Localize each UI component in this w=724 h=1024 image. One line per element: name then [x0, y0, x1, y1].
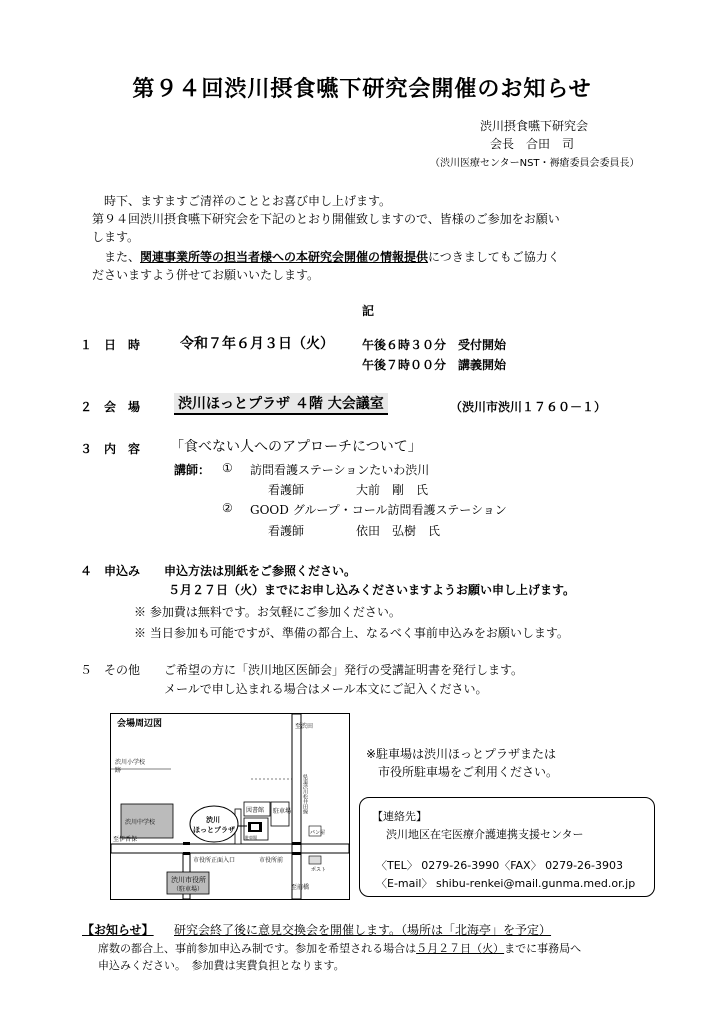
lecturer-2-name: 依田 弘樹 氏	[356, 524, 441, 538]
lecture-topic: 「食べない人へのアプローチについて」	[170, 439, 422, 455]
map-to-shibukawa-ta: 至渋田	[295, 723, 314, 730]
map-school-elem: 渋川小学校	[115, 759, 146, 766]
notice-line-2-date: ５月２７日（火）	[416, 942, 505, 955]
lecturer-2-num: ②	[222, 501, 233, 515]
greeting-line-4-post: につきましてもご協力く	[428, 250, 560, 264]
item-2-num: ２	[80, 400, 93, 414]
other-line-2: メールで申し込まれる場合はメール本文にご記入ください。	[164, 682, 488, 696]
map-plaza-parking-label: 駐車場	[245, 835, 257, 840]
item-3-label: 内 容	[104, 442, 141, 456]
map-middle-school-label: 渋川中学校	[125, 819, 156, 826]
contact-tel-fax: 〈TEL〉 0279-26-3990〈FAX〉 0279-26-3903	[376, 859, 624, 872]
item-1-label: 日 時	[104, 338, 141, 352]
map-road-label: 県道渋川松井田線	[302, 774, 308, 814]
map-post-box	[309, 856, 321, 864]
contact-email-text[interactable]: 〈E-mail〉 shibu-renkei@mail.gunma.med.or.jp	[376, 877, 636, 890]
notice-line-1: 研究会終了後に意見交換会を開催します。（場所は「北海亭」を予定）	[174, 923, 552, 937]
parking-note-2: 市役所駐車場をご利用ください。	[378, 765, 559, 779]
map-to-ikaho: 至伊香保	[113, 836, 138, 843]
venue-address: （渋川市渋川１７６０－１）	[450, 400, 607, 414]
event-date: 令和７年６月３日（火）	[180, 336, 334, 352]
contact-heading: 【連絡先】	[372, 810, 427, 823]
item-5-num: ５	[80, 663, 93, 677]
map-plaza-callout	[190, 806, 238, 842]
map-library-label: 図書館	[246, 807, 265, 814]
lecturer-label: 講師：	[174, 463, 211, 477]
notice-line-2	[98, 940, 581, 956]
ki-heading: 記	[362, 304, 375, 318]
map-city-hall-entrance: 市役所正面入口	[193, 857, 236, 864]
greeting-line-1: 時下、ますますご清祥のこととお喜び申し上げます。	[104, 194, 392, 208]
organizer-chair: 会長 合田 司	[490, 137, 575, 151]
organizer-name: 渋川摂食嚥下研究会	[480, 119, 589, 133]
map-bread-label: パン屋	[310, 830, 326, 836]
item-3-num: ３	[80, 442, 93, 456]
map-plaza-label-1: 渋川	[206, 816, 220, 824]
page-title: 第９４回渋川摂食嚥下研究会開催のお知らせ	[132, 77, 592, 102]
map-city-hall-intersection: 市役所前	[259, 857, 284, 864]
apply-note-2: ※ 当日参加も可能ですが、準備の都合上、なるべく事前申込みをお願いします。	[134, 626, 569, 640]
event-time-lecture: 午後７時００分 講義開始	[362, 358, 507, 372]
apply-note-1: ※ 参加費は無料です。お気軽にご参加ください。	[134, 605, 401, 619]
notice-line-2-post: までに事務局へ	[504, 942, 582, 955]
lecturer-1-role: 看護師	[268, 483, 305, 497]
item-2-label: 会 場	[104, 400, 141, 414]
venue-name: 渋川ほっとプラザ ４階 大会議室	[174, 393, 388, 415]
greeting-line-5: ださいますよう併せてお願いいたします。	[92, 268, 320, 282]
lecturer-1-name: 大前 剛 氏	[356, 483, 429, 497]
apply-deadline: ５月２７日（火）までにお申し込みくださいますようお願い申し上げます。	[168, 583, 576, 597]
item-1-num: １	[80, 338, 93, 352]
map-road-vertical-east	[292, 714, 301, 899]
notice-label: 【お知らせ】	[82, 923, 154, 937]
organizer-affiliation: （渋川医療センターNST・褥瘡委員会委員長）	[430, 158, 640, 169]
item-4-num: ４	[80, 564, 93, 578]
map-road-horizontal	[111, 844, 349, 853]
map-plaza-label-2: ほっとプラザ	[193, 826, 235, 834]
event-time-reception: 午後６時３０分 受付開始	[362, 338, 507, 352]
greeting-line-3: します。	[92, 230, 140, 244]
parking-note-1: ※駐車場は渋川ほっとプラザまたは	[366, 747, 557, 761]
map-drawing	[111, 714, 349, 899]
greeting-line-4-pre: また、	[104, 250, 141, 264]
notice-line-3: 申込みください。 参加費は実費負担となります。	[98, 959, 345, 972]
other-line-1: ご希望の方に「渋川地区医師会」発行の受講証明書を発行します。	[164, 663, 524, 677]
contact-org: 渋川地区在宅医療介護連携支援センター	[386, 828, 584, 841]
greeting-line-4	[104, 248, 560, 265]
notice-line-2-pre: 席数の都合上、事前参加申込み制です。参加を希望される場合は	[98, 942, 417, 955]
lecturer-1-org: 訪問看護ステーションたいわ渋川	[250, 463, 430, 477]
map-parking-label: 駐車場	[273, 808, 292, 815]
item-4-label: 申込み	[104, 564, 141, 578]
greeting-line-4-underlined: 関連事業所等の担当者様への本研究会開催の情報提供	[140, 250, 429, 264]
item-5-label: その他	[104, 663, 141, 677]
map-school-elem-suffix: 跡	[115, 767, 122, 774]
map-title: 会場周辺図	[117, 719, 163, 729]
map-to-maebashi: 至前橋	[291, 884, 310, 891]
map-city-hall-label-2: （駐車場）	[173, 886, 204, 893]
map-post-label: ポスト	[311, 867, 327, 873]
lecturer-2-org: GOOD グループ・コール訪問看護ステーション	[250, 503, 507, 517]
contact-email[interactable]	[376, 875, 635, 891]
map-city-hall-label-1: 渋川市役所	[171, 876, 206, 884]
lecturer-1-num: ①	[222, 461, 233, 475]
lecturer-2-role: 看護師	[268, 524, 305, 538]
greeting-line-2: 第９４回渋川摂食嚥下研究会を下記のとおり開催致しますので、皆様のご参加をお願い	[92, 212, 560, 226]
apply-method: 申込方法は別紙をご参照ください。	[164, 564, 357, 578]
venue-map	[110, 713, 350, 900]
